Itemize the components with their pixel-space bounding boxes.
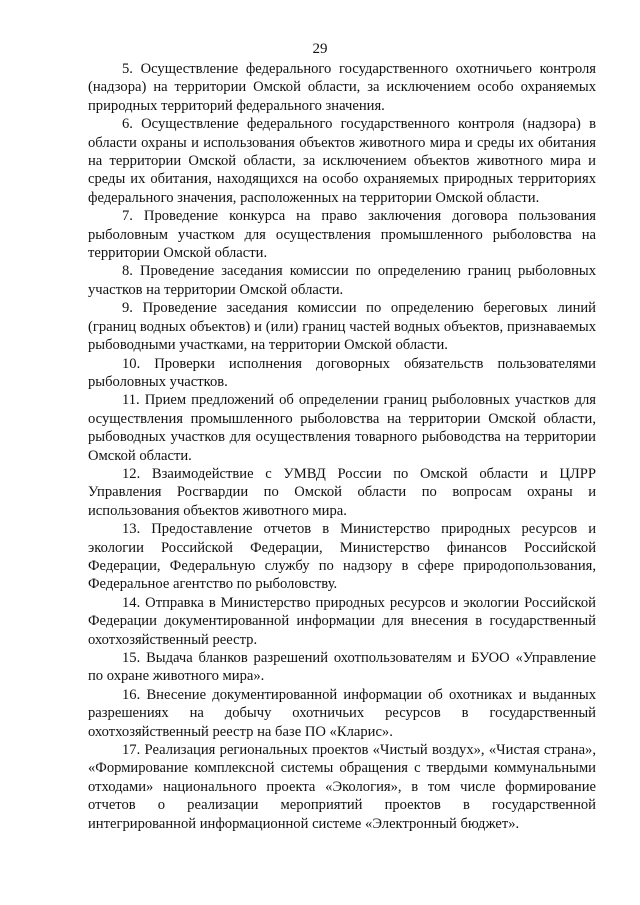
paragraph-15: 15. Выдача бланков разрешений охотпользователям и БУОО «Управление по охране животного мира». [88,650,596,685]
paragraph-11: 11. Прием предложений об определении границ рыболовных участков для осуществления промышленного рыболовства на территории Омской области, рыбоводных участков для осуществления товарного рыбоводства на территории Омской области. [88,392,596,464]
paragraph-12: 12. Взаимодействие с УМВД России по Омской области и ЦЛРР Управления Росгвардии по Омской области по вопросам охраны и использования объектов животного мира. [88,465,596,519]
paragraph-14: 14. Отправка в Министерство природных ресурсов и экологии Российской Федерации документированной информации для внесения в государственный охотхозяйственный реестр. [88,594,596,648]
paragraph-7: 7. Проведение конкурса на право заключения договора пользования рыболовным участком для осуществления промышленного рыболовства на территории Омской области. [88,208,596,262]
page-number: 29 [312,41,328,57]
paragraph-5: 5. Осуществление федерального государственного охотничьего контроля (надзора) на территории Омской области, за исключением особо охраняемых природных территорий федерального значения. [88,61,596,114]
paragraph-8: 8. Проведение заседания комиссии по определению границ рыболовных участков на территории Омской области. [88,263,596,298]
paragraph-16: 16. Внесение документированной информации об охотниках и выданных разрешениях на добычу охотничьих ресурсов в государственный охотхозяйственный реестр на базе ПО «Кларис». [88,686,596,740]
paragraph-10: 10. Проверки исполнения договорных обязательств пользователями рыболовных участков. [88,355,596,390]
document-body [88,60,596,833]
paragraph-6: 6. Осуществление федерального государственного контроля (надзора) в области охраны и использования объектов животного мира и среды их обитания на территории Омской области, за исключением объектов животного мира и среды их обитания, находящихся на особо охраняемых природных территориях федерального значения, расположенных на территории Омской области. [88,116,596,206]
paragraph-13: 13. Предоставление отчетов в Министерство природных ресурсов и экологии Российской Федерации, Министерство финансов Российской Федерации, Федеральную службу по надзору в сфере природопользования, Федеральное агентство по рыболовству. [88,521,596,593]
paragraph-9: 9. Проведение заседания комиссии по определению береговых линий (границ водных объектов) и (или) границ частей водных объектов, признаваемых рыбоводными участками, на территории Омской области. [88,300,596,354]
paragraph-17: 17. Реализация региональных проектов «Чистый воздух», «Чистая страна», «Формирование комплексной системы обращения с твердыми коммунальными отходами» национального проекта «Экология», в том числе формирование отчетов о реализации мероприятий проектов в государственной интегрированной информационной системе «Электронный бюджет». [88,742,596,832]
